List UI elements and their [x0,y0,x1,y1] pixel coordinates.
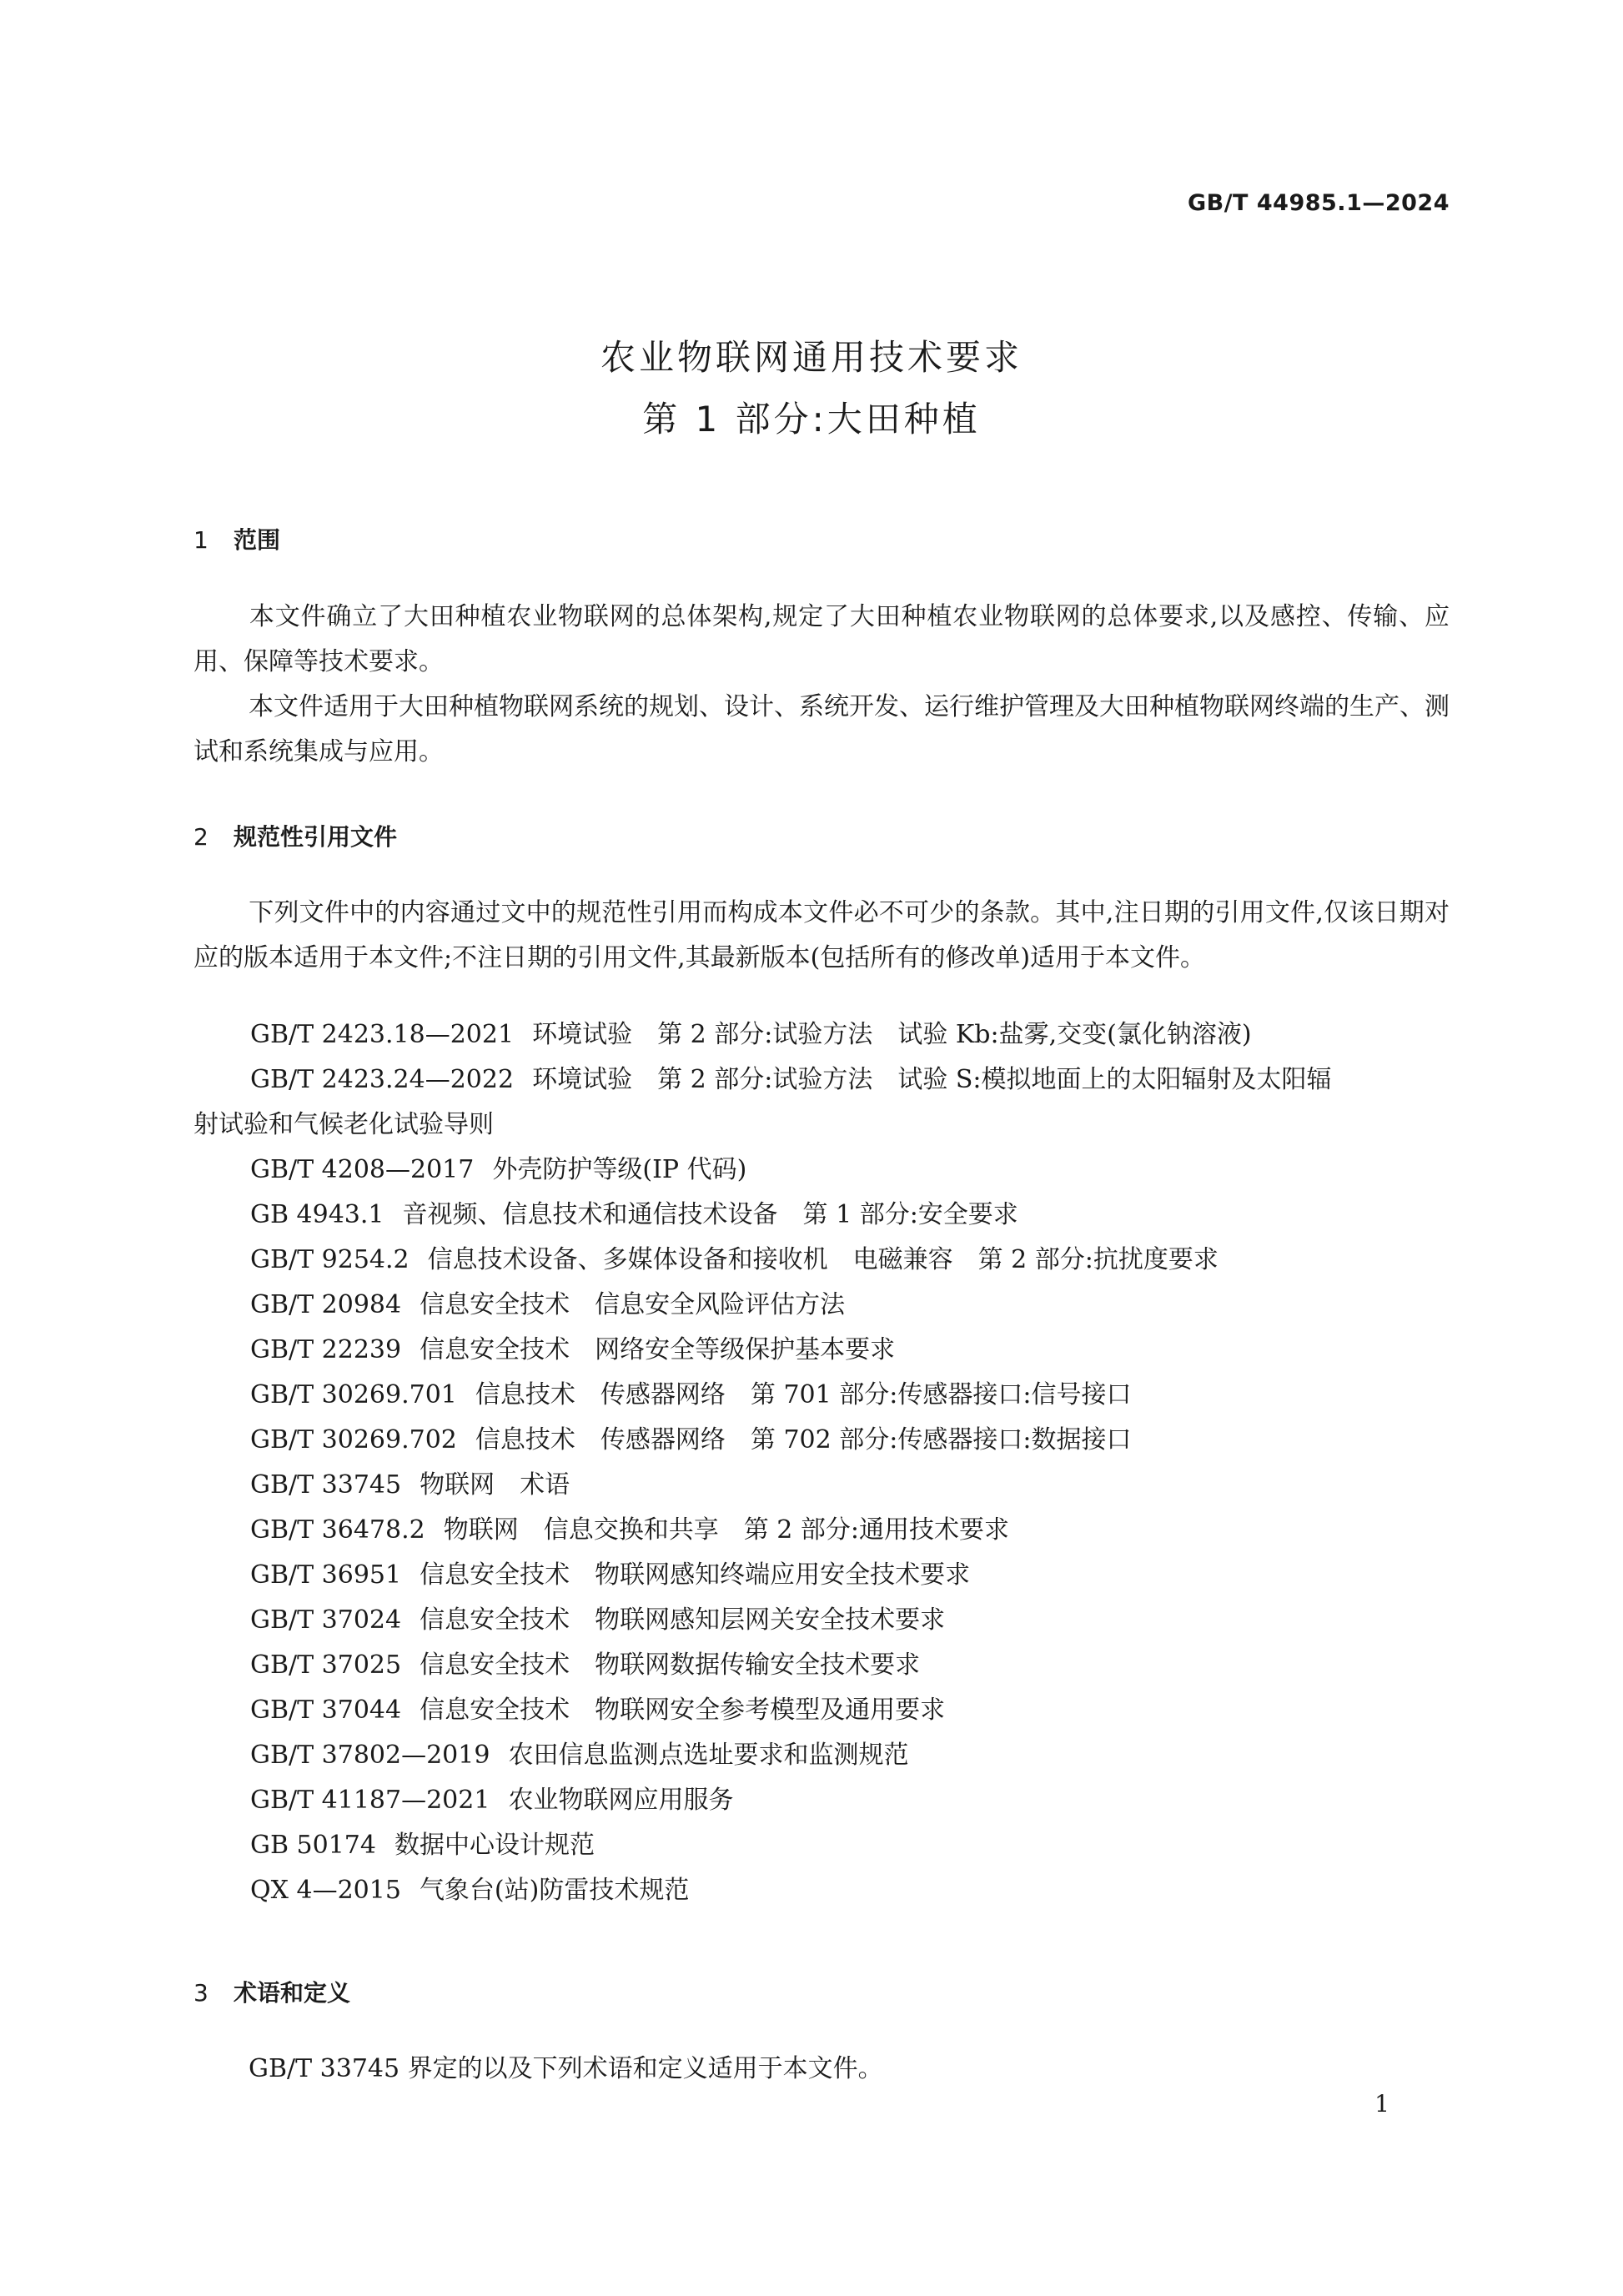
reference-item [250,1463,1451,1508]
section-title: 术语和定义 [234,1979,351,2007]
paragraph-text: 本文件确立了大田种植农业物联网的总体架构,规定了大田种植农业物联网的总体要求,以及感控、传输、应用、保障等技术要求。 [193,602,1450,676]
reference-title: 农业物联网应用服务 [508,1786,734,1815]
reference-item [250,1238,1451,1283]
reference-title: 环境试验 第 2 部分:试验方法 试验 S:模拟地面上的太阳辐射及太阳辐 [532,1065,1332,1094]
reference-item [250,1643,1451,1688]
reference-code: GB 4943.1 [250,1200,384,1229]
reference-list [193,1012,1451,1913]
reference-title: 音视频、信息技术和通信技术设备 第 1 部分:安全要求 [402,1200,1018,1229]
reference-item [250,1823,1451,1868]
reference-title-continued: 射试验和气候老化试验导则 [193,1110,494,1139]
paragraph-text: 本文件适用于大田种植物联网系统的规划、设计、系统开发、运行维护管理及大田种植物联网终端的生产、测试和系统集成与应用。 [193,692,1450,766]
reference-title: 信息安全技术 物联网感知终端应用安全技术要求 [420,1560,971,1590]
section-number: 1 [193,526,209,554]
reference-code: GB/T 37044 [250,1696,402,1725]
reference-code: GB/T 22239 [250,1335,402,1364]
reference-code: GB/T 36951 [250,1560,402,1590]
reference-item [250,1148,1451,1193]
section-number: 3 [193,1979,209,2007]
reference-code: GB/T 30269.702 [250,1425,457,1454]
reference-code: GB/T 2423.24—2022 [250,1065,515,1094]
reference-title: 信息技术设备、多媒体设备和接收机 电磁兼容 第 2 部分:抗扰度要求 [427,1245,1219,1274]
terms-paragraph [193,2047,1450,2092]
reference-code: GB/T 9254.2 [250,1245,410,1274]
reference-title: 环境试验 第 2 部分:试验方法 试验 Kb:盐雾,交变(氯化钠溶液) [532,1020,1252,1049]
reference-code: GB/T 37802—2019 [250,1741,490,1770]
reference-code: GB 50174 [250,1831,376,1860]
reference-title: 物联网 术语 [420,1470,570,1500]
reference-item [250,1868,1451,1913]
scope-paragraph-2 [193,685,1450,775]
section-heading-scope [193,522,280,555]
reference-item [193,1058,1451,1148]
reference-title: 农田信息监测点选址要求和监测规范 [508,1741,909,1770]
reference-item [250,1418,1451,1463]
reference-code: GB/T 41187—2021 [250,1786,490,1815]
reference-code: QX 4—2015 [250,1876,401,1905]
reference-title: 物联网 信息交换和共享 第 2 部分:通用技术要求 [443,1515,1010,1545]
section-title: 规范性引用文件 [234,823,398,851]
reference-item [250,1553,1451,1598]
reference-title: 信息安全技术 网络安全等级保护基本要求 [420,1335,896,1364]
reference-code: GB/T 20984 [250,1290,402,1319]
reference-code: GB/T 37024 [250,1605,402,1635]
scope-paragraph-1 [193,595,1450,685]
reference-title: 信息安全技术 物联网数据传输安全技术要求 [420,1650,921,1680]
reference-title: 外壳防护等级(IP 代码) [492,1155,747,1184]
reference-title: 信息安全技术 物联网安全参考模型及通用要求 [420,1696,946,1725]
reference-code: GB/T 30269.701 [250,1380,457,1409]
reference-code: GB/T 36478.2 [250,1515,425,1545]
document-subtitle: 第 1 部分:大田种植 [642,399,981,440]
reference-item [250,1193,1451,1238]
reference-code: GB/T 37025 [250,1650,402,1680]
reference-item [250,1283,1451,1328]
reference-title: 信息安全技术 信息安全风险评估方法 [420,1290,846,1319]
references-intro-paragraph [193,891,1450,981]
reference-title: 信息安全技术 物联网感知层网关安全技术要求 [420,1605,946,1635]
page-number: 1 [1374,2090,1389,2118]
reference-item [250,1012,1451,1058]
reference-title: 信息技术 传感器网络 第 702 部分:传感器接口:数据接口 [475,1425,1132,1454]
reference-item [250,1508,1451,1553]
reference-item [250,1688,1451,1733]
reference-code: GB/T 2423.18—2021 [250,1020,515,1049]
section-number: 2 [193,823,209,851]
paragraph-text: GB/T 33745 界定的以及下列术语和定义适用于本文件。 [249,2054,883,2083]
paragraph-text: 下列文件中的内容通过文中的规范性引用而构成本文件必不可少的条款。其中,注日期的引用文件,仅该日期对应的版本适用于本文件;不注日期的引用文件,其最新版本(包括所有的修改单)适用于本文件。 [193,898,1450,972]
section-heading-terms-and-definitions [193,1975,350,2008]
document-title: 农业物联网通用技术要求 [600,337,1023,378]
reference-title: 数据中心设计规范 [394,1831,595,1860]
reference-item [250,1328,1451,1373]
reference-code: GB/T 33745 [250,1470,402,1500]
reference-item [250,1733,1451,1778]
reference-title: 信息技术 传感器网络 第 701 部分:传感器接口:信号接口 [475,1380,1132,1409]
standard-code: GB/T 44985.1—2024 [1187,190,1450,216]
section-heading-normative-references [193,819,397,852]
reference-item [250,1373,1451,1418]
reference-item [250,1778,1451,1823]
reference-code: GB/T 4208—2017 [250,1155,475,1184]
reference-title: 气象台(站)防雷技术规范 [419,1876,690,1905]
section-title: 范围 [234,526,281,554]
reference-item [250,1598,1451,1643]
